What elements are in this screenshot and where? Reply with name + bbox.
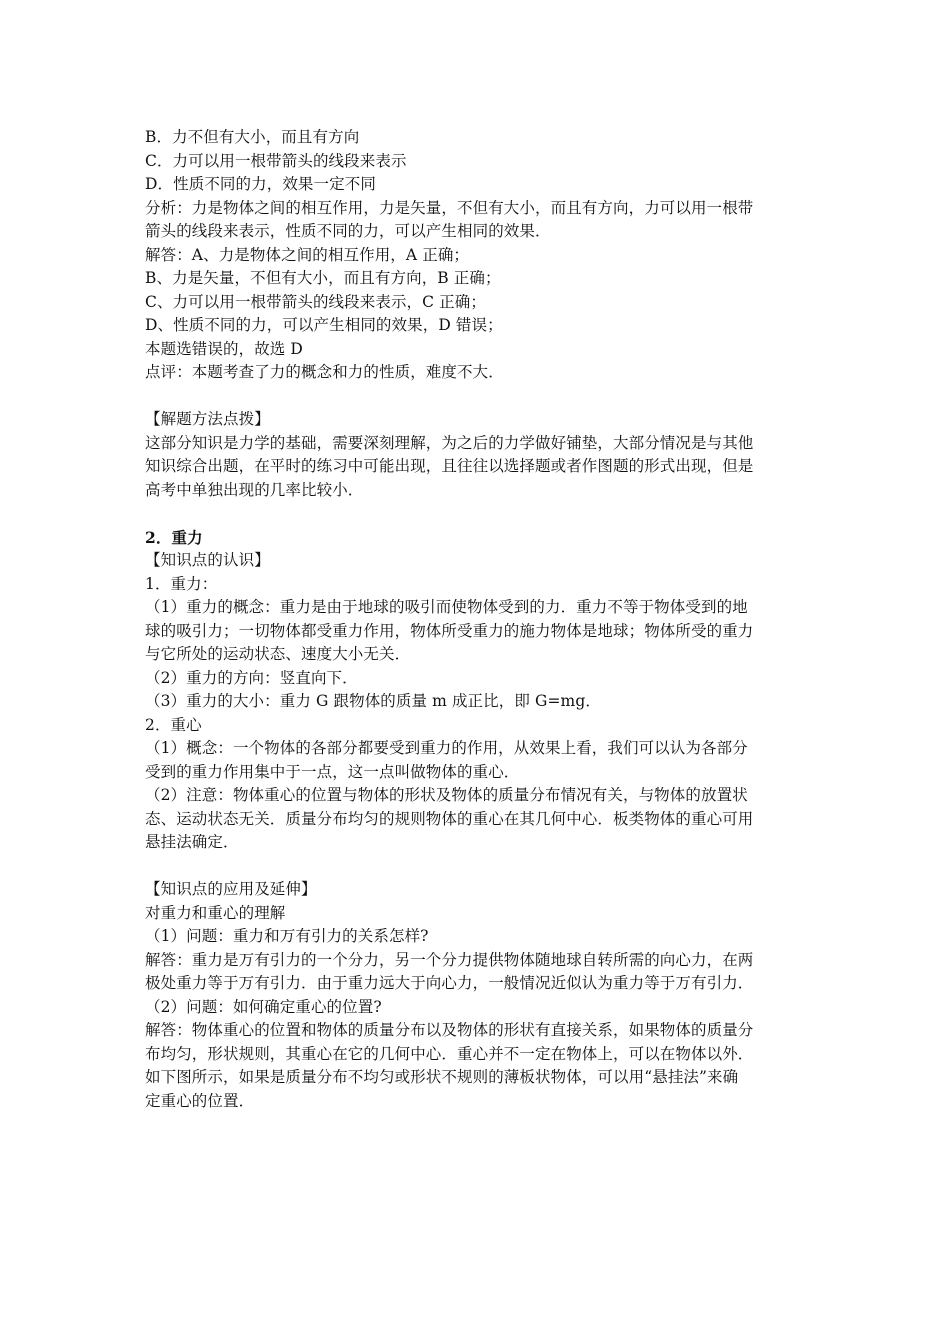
method-line-1: 这部分知识是力学的基础，需要深刻理解，为之后的力学做好铺垫，大部分情况是与其他 (145, 433, 754, 452)
item-center-of-gravity: 2．重心 (145, 715, 202, 734)
gravity-concept-line-3: 与它所处的运动状态、速度大小无关． (145, 645, 411, 663)
spacer (145, 385, 805, 409)
answer-line-1: 解答：A、力是物体之间的相互作用，A 正确； (145, 245, 470, 264)
document-page (145, 126, 805, 1113)
gravity-concept-line-2: 球的吸引力；一切物体都受重力作用，物体所受重力的施力物体是地球；物体所受的重力 (145, 621, 754, 640)
analysis-line-1: 分析：力是物体之间的相互作用，力是矢量，不但有大小，而且有方向，力可以用一根带 (145, 198, 754, 217)
answer-2-line-1: 解答：物体重心的位置和物体的质量分布以及物体的形状有直接关系，如果物体的质量分 (145, 1021, 754, 1039)
answer-2-line-3: 如下图所示，如果是质量分布不均匀或形状不规则的薄板状物体，可以用“悬挂法”来确 (145, 1068, 739, 1086)
question-2: （2）问题：如何确定重心的位置? (145, 997, 382, 1016)
section-title-gravity: 2．重力 (145, 527, 203, 547)
answer-2-line-2: 布均匀，形状规则，其重心在它的几何中心．重心并不一定在物体上，可以在物体以外． (145, 1044, 754, 1063)
method-line-2: 知识综合出题，在平时的练习中可能出现，且往往以选择题或者作图题的形式出现，但是 (145, 457, 754, 475)
cog-note-line-3: 悬挂法确定． (145, 833, 239, 851)
cog-note-line-1: （2）注意：物体重心的位置与物体的形状及物体的质量分布情况有关，与物体的放置状 (145, 786, 748, 804)
option-d: D．性质不同的力，效果一定不同 (145, 175, 376, 193)
answer-2-line-4: 定重心的位置． (145, 1091, 255, 1110)
gravity-direction: （2）重力的方向：竖直向下． (145, 668, 358, 687)
answer-1-line-2: 极处重力等于万有引力．由于重力远大于向心力，一般情况近似认为重力等于万有引力． (145, 974, 754, 992)
option-c: C．力可以用一根带箭头的线段来表示 (145, 151, 407, 170)
application-title: 对重力和重心的理解 (145, 903, 286, 922)
cog-concept-line-2: 受到的重力作用集中于一点，这一点叫做物体的重心． (145, 762, 520, 781)
answer-line-2: B、力是矢量，不但有大小，而且有方向，B 正确； (145, 269, 501, 287)
comment-line: 点评：本题考查了力的概念和力的性质，难度不大． (145, 363, 504, 381)
answer-1-line-1: 解答：重力是万有引力的一个分力，另一个分力提供物体随地球自转所需的向心力，在两 (145, 950, 754, 969)
gravity-concept-line-1: （1）重力的概念：重力是由于地球的吸引而使物体受到的力．重力不等于物体受到的地 (145, 598, 748, 616)
option-b: B．力不但有大小，而且有方向 (145, 128, 360, 146)
spacer (145, 855, 805, 879)
cog-concept-line-1: （1）概念：一个物体的各部分都要受到重力的作用，从效果上看，我们可以认为各部分 (145, 739, 748, 757)
method-line-3: 高考中单独出现的几率比较小． (145, 480, 364, 499)
section-heading-application: 【知识点的应用及延伸】 (145, 880, 317, 898)
question-1: （1）问题：重力和万有引力的关系怎样? (145, 927, 429, 945)
spacer (145, 502, 805, 526)
answer-line-4: D、性质不同的力，可以产生相同的效果，D 错误； (145, 316, 503, 334)
section-heading-knowledge: 【知识点的认识】 (145, 551, 270, 569)
section-heading-method: 【解题方法点拨】 (145, 410, 270, 428)
gravity-magnitude: （3）重力的大小：重力 G 跟物体的质量 m 成正比，即 G=mg． (145, 692, 601, 710)
item-gravity: 1．重力： (145, 574, 218, 593)
analysis-line-2: 箭头的线段来表示，性质不同的力，可以产生相同的效果． (145, 222, 551, 240)
answer-line-3: C、力可以用一根带箭头的线段来表示，C 正确； (145, 292, 486, 311)
cog-note-line-2: 态、运动状态无关．质量分布均匀的规则物体的重心在其几何中心．板类物体的重心可用 (145, 809, 754, 828)
answer-line-5: 本题选错误的，故选 D (145, 339, 303, 358)
